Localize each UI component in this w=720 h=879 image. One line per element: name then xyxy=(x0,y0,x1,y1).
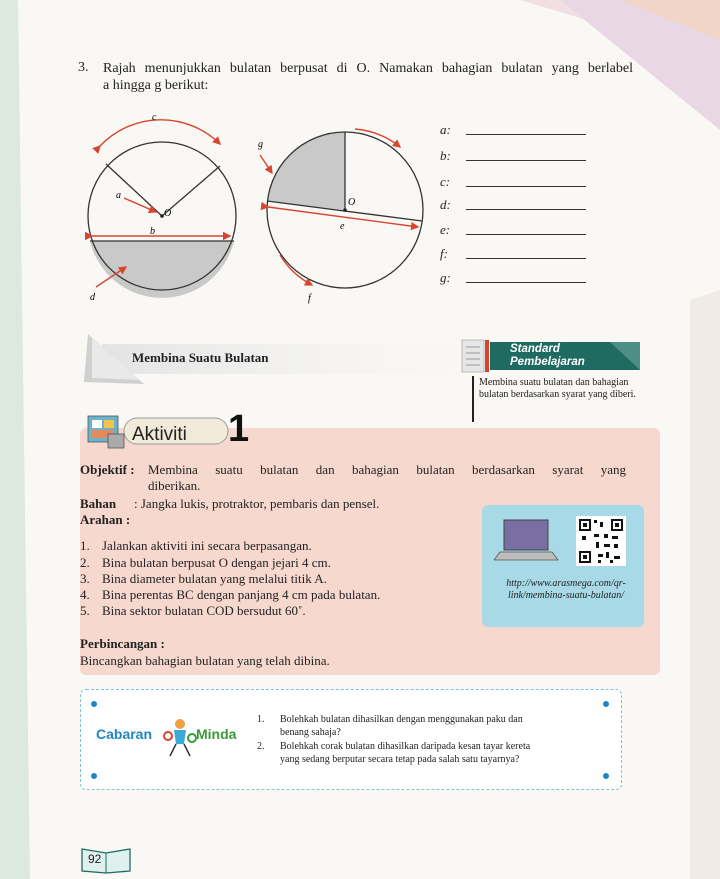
arrow-a xyxy=(124,198,156,212)
label-O-1: O xyxy=(164,208,172,219)
step-number: 1. xyxy=(80,538,90,553)
qr-card-graphics xyxy=(494,512,634,576)
radius-1 xyxy=(106,164,162,216)
step-number: 3. xyxy=(80,571,90,586)
question-number: 3. xyxy=(78,60,89,75)
answer-label-a: a: xyxy=(440,122,451,137)
qr-code-icon xyxy=(576,516,626,566)
sector-g xyxy=(267,132,345,210)
step-number: 5. xyxy=(80,603,90,618)
step-text: Bina perentas BC dengan panjang 4 cm pada bulatan. xyxy=(102,587,381,602)
standard-title-2: Pembelajaran xyxy=(510,356,585,368)
instructions-label: Arahan : xyxy=(80,512,131,527)
step-number: 4. xyxy=(80,587,90,602)
label-O-2: O xyxy=(348,197,356,208)
challenge-q2-line-1: Bolehkah corak bulatan dihasilkan daripada kesan tayar kereta xyxy=(280,741,531,752)
section-title: Membina Suatu Bulatan xyxy=(132,350,269,365)
laptop-keyboard xyxy=(494,552,558,560)
step-text: Bina diameter bulatan yang melalui titik A. xyxy=(102,571,327,586)
step-text: Bina bulatan berpusat O dengan jejari 4 cm. xyxy=(102,555,331,570)
answer-label-e: e: xyxy=(440,222,451,237)
challenge-word-1: Cabaran xyxy=(96,726,153,742)
answer-label-c: c: xyxy=(440,174,451,189)
question-text xyxy=(103,60,633,94)
discussion-text: Bincangkan bahagian bulatan yang telah dibina. xyxy=(80,653,330,668)
answer-line-f[interactable] xyxy=(466,258,586,259)
question-line-2: a hingga g berikut: xyxy=(103,78,209,93)
step-number: 2. xyxy=(80,555,90,570)
standard-text: Membina suatu bulatan dan bahagian bulatan berdasarkan syarat yang diberi. xyxy=(479,377,636,400)
centre-O-2 xyxy=(343,208,347,212)
answer-label-g: g: xyxy=(440,270,451,285)
answer-label-f: f: xyxy=(440,246,448,261)
arrow-g xyxy=(260,155,272,173)
objective-label: Objektif : xyxy=(80,462,135,477)
answer-line-b[interactable] xyxy=(466,160,586,161)
answer-line-c[interactable] xyxy=(466,186,586,187)
step-text: Bina sektor bulatan COD bersudut 60˚. xyxy=(102,603,306,618)
circle-diagram-2 xyxy=(250,125,435,305)
standard-title xyxy=(510,343,585,369)
label-g: g xyxy=(258,139,263,150)
label-b: b xyxy=(150,226,155,237)
activity-word: Aktiviti xyxy=(132,424,187,445)
label-d: d xyxy=(90,292,95,303)
answer-line-d[interactable] xyxy=(466,209,586,210)
challenge-box-dots xyxy=(74,684,634,794)
answer-line-g[interactable] xyxy=(466,282,586,283)
answer-label-b: b: xyxy=(440,148,451,163)
book-icon xyxy=(78,845,134,875)
label-e: e xyxy=(340,221,345,232)
label-a: a xyxy=(116,190,121,201)
thinking-figure-icon xyxy=(160,716,200,760)
challenge-word-2: Minda xyxy=(196,726,237,742)
challenge-q1-line-2: benang sahaja? xyxy=(280,727,341,738)
discussion-label: Perbincangan : xyxy=(80,636,165,651)
arrow-circle-top xyxy=(355,129,400,147)
challenge-q1-line-1: Bolehkah bulatan dihasilkan dengan menggunakan paku dan xyxy=(280,714,523,725)
circle-diagram-1 xyxy=(80,110,250,310)
question-line-1: Rajah menunjukkan bulatan berpusat di O. Namakan bahagian bulatan yang berlabel xyxy=(103,61,633,76)
challenge-q2-number: 2. xyxy=(257,741,265,752)
objective-line-1: Membina suatu bulatan dan bahagian bulatan berdasarkan syarat yang xyxy=(148,462,626,477)
label-f: f xyxy=(308,293,311,304)
label-c: c xyxy=(152,112,157,123)
objective-line-2: diberikan. xyxy=(148,478,201,493)
laptop-screen xyxy=(504,520,548,550)
activity-number: 1 xyxy=(228,408,250,450)
answer-label-d: d: xyxy=(440,197,451,212)
answer-line-a[interactable] xyxy=(466,134,586,135)
page-number: 92 xyxy=(88,852,102,866)
step-text: Jalankan aktiviti ini secara berpasangan. xyxy=(102,538,312,553)
challenge-q2-line-2: yang sedang berputar secara tetap pada salah satu tayarnya? xyxy=(280,754,520,765)
standard-title-1: Standard xyxy=(510,343,560,355)
challenge-q1-number: 1. xyxy=(257,714,265,725)
materials-text: : Jangka lukis, protraktor, pembaris dan pensel. xyxy=(134,496,380,511)
answer-line-e[interactable] xyxy=(466,234,586,235)
qr-link-url[interactable]: http://www.arasmega.com/qr-link/membina-suatu-bulatan/ xyxy=(506,578,626,601)
materials-label: Bahan xyxy=(80,496,117,511)
